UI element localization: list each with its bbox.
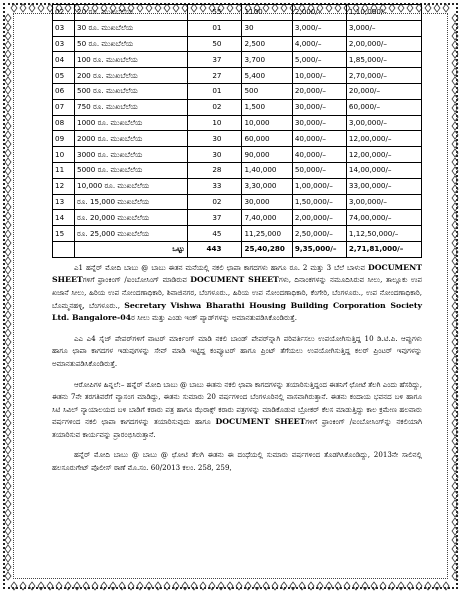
table-cell-desc: 50 ರೂ. ಮುಖಬೆಲೆಯ: [75, 36, 188, 52]
table-cell-rate: 20,000/–: [292, 83, 346, 99]
total-cell-area: 25,40,280: [242, 241, 292, 257]
table-cell-no: 03: [53, 36, 75, 52]
table-cell-count: 37: [187, 52, 242, 68]
table-cell-area: 90,000: [242, 147, 292, 163]
society-name: Secretary Vishwa Bharathi Housing Building Corporation Society Ltd. Bangalore-04: [52, 300, 423, 323]
table-cell-total: 1,12,50,000/–: [346, 226, 421, 242]
table-cell-count: 37: [187, 210, 242, 226]
table-cell-total: 20,000/–: [346, 83, 421, 99]
table-cell-no: 14: [53, 210, 75, 226]
table-cell-desc: 3000 ರೂ. ಮುಖಬೆಲೆಯ: [75, 147, 188, 163]
table-cell-rate: 4,000/–: [292, 36, 346, 52]
total-cell-empty: [53, 241, 75, 257]
table-cell-area: 11,25,000: [242, 226, 292, 242]
table-cell-total: 3,00,000/–: [346, 194, 421, 210]
paragraph-text: ಗಳಿಗೆ ಫ್ರಾಂಕಿಂಗ್ /ಐಂಬೋಸಿಂಗ್‌ನ್ನು ನಕಲಿಯಾಗಿ ತಯಾರಿಸುವ ಕಾರ್ಯವನ್ನು ಪ್ರಾರಂಭಿಸಿರುತ್ತಾನೆ.: [52, 417, 422, 439]
table-row: [53, 131, 422, 147]
table-cell-rate: 2,00,000/–: [292, 210, 346, 226]
table-cell-no: 10: [53, 147, 75, 163]
table-cell-no: 15: [53, 226, 75, 242]
table-row: [53, 36, 422, 52]
paragraph-seized-items: [52, 262, 422, 325]
table-cell-total: 60,000/–: [346, 99, 421, 115]
table-cell-area: 2,500: [242, 36, 292, 52]
table-cell-rate: 40,000/–: [292, 147, 346, 163]
table-row: [53, 178, 422, 194]
table-cell-total: 12,00,000/–: [346, 147, 421, 163]
total-cell-label: ಒಟ್ಟು: [75, 241, 188, 257]
table-cell-desc: 20 ರೂ. ಮುಖಬೆಲೆಯ: [75, 5, 188, 21]
table-cell-no: 07: [53, 99, 75, 115]
table-cell-rate: 2,50,000/–: [292, 226, 346, 242]
table-cell-count: 02: [187, 194, 242, 210]
table-cell-desc: 30 ರೂ. ಮುಖಬೆಲೆಯ: [75, 20, 188, 36]
table-cell-no: 09: [53, 131, 75, 147]
table-cell-count: 45: [187, 226, 242, 242]
table-cell-no: 03: [53, 20, 75, 36]
paragraph-prior-cases: [52, 449, 422, 474]
table-cell-no: 08: [53, 115, 75, 131]
table-cell-area: 10,000: [242, 115, 292, 131]
paragraph-text: ಎ1 ಹನ್ನೆರ್ ಮೋದಿ ಬಾಬು @ ಬಾಬು ಈತನ ಮನೆಯಲ್ಲಿ ನಕಲಿ ಛಾಪಾ ಕಾಗದಗಳು ಹಾಗೂ ರೂ. 2 ಮತ್ತು 3 ಬೆಲೆ ಬಾಳುವ: [74, 262, 368, 272]
table-row: [53, 20, 422, 36]
table-cell-desc: 100 ರೂ. ಮುಖಬೆಲೆಯ: [75, 52, 188, 68]
table-cell-rate: 40,000/–: [292, 131, 346, 147]
table-cell-total: 33,00,000/–: [346, 178, 421, 194]
table-total-row: [53, 241, 422, 257]
table-cell-desc: 750 ರೂ. ಮುಖಬೆಲೆಯ: [75, 99, 188, 115]
table-cell-count: 50: [187, 36, 242, 52]
table-cell-rate: 1,00,000/–: [292, 178, 346, 194]
table-cell-desc: 5000 ರೂ. ಮುಖಬೆಲೆಯ: [75, 162, 188, 178]
paragraph-text: ಗಳಿಗೆ ಫ್ರಾಂಕಿಂಗ್ /ಐಂಬೋಸಿಂಗ್ ಮಾಡಿರುವ: [82, 275, 191, 285]
table-row: [53, 52, 422, 68]
table-cell-count: 01: [187, 83, 242, 99]
table-cell-desc: 200 ರೂ. ಮುಖಬೆಲೆಯ: [75, 68, 188, 84]
table-row: [53, 115, 422, 131]
total-cell-total: 2,71,81,000/–: [346, 241, 421, 257]
table-cell-count: 27: [187, 68, 242, 84]
table-cell-area: 1100: [242, 5, 292, 21]
table-cell-no: 12: [53, 178, 75, 194]
stamp-paper-table: [52, 4, 422, 258]
table-cell-area: 30,000: [242, 194, 292, 210]
table-cell-desc: 500 ರೂ. ಮುಖಬೆಲೆಯ: [75, 83, 188, 99]
table-cell-desc: ರೂ. 20,000 ಮುಖಬೆಲೆಯ: [75, 210, 188, 226]
table-row: [53, 83, 422, 99]
table-cell-rate: 10,000/–: [292, 68, 346, 84]
table-row: [53, 210, 422, 226]
table-cell-area: 3,30,000: [242, 178, 292, 194]
table-row: [53, 147, 422, 163]
table-cell-total: 1,85,000/–: [346, 52, 421, 68]
table-cell-count: 30: [187, 131, 242, 147]
total-cell-count: 443: [187, 241, 242, 257]
table-cell-no: 11: [53, 162, 75, 178]
table-cell-rate: 50,000/–: [292, 162, 346, 178]
table-cell-total: 74,00,000/–: [346, 210, 421, 226]
paragraph-text: ಹನ್ನೆರ್ ಮೋದಿ ಬಾಬು @ ಬಾಬು @ ಛೋಟಿ ತೆಲಗಿ ಈತನು ಈ ದಂಧೆಯಲ್ಲಿ ಸುಮಾರು ವರ್ಷಗಳಿಂದ ತೊಡಗಿಸಿಕೊಂಡಿದ್ದು, 2013ನೇ ಸಾಲಿನಲ್ಲಿ ಹಲಸೂರುಗೇಟ್ ಪೊಲೀಸ್ ಠಾಣೆ ಮೊ.ಸಂ. 60/2013 ಕಲಂ. 258, 259,: [52, 450, 422, 473]
table-cell-area: 60,000: [242, 131, 292, 147]
table-cell-desc: 1000 ರೂ. ಮುಖಬೆಲೆಯ: [75, 115, 188, 131]
table-cell-rate: 30,000/–: [292, 115, 346, 131]
table-cell-total: 1,10,000/–: [346, 5, 421, 21]
table-cell-rate: 1,50,000/–: [292, 194, 346, 210]
table-cell-rate: 2,000/–: [292, 5, 346, 21]
table-cell-area: 1,40,000: [242, 162, 292, 178]
table-cell-area: 7,40,000: [242, 210, 292, 226]
table-cell-count: 01: [187, 20, 242, 36]
table-row: [53, 68, 422, 84]
table-cell-desc: 10,000 ರೂ. ಮುಖಬೆಲೆಯ: [75, 178, 188, 194]
paragraph-text: ರ ಸೀಲು ಮತ್ತು ಎಂಡು ಇಂಕ್ ಪ್ಯಾಡ್‌ಗಳನ್ನು ಅಮಾನತುಪಡಿಸಿಕೊಂಡಿರುತ್ತೆ.: [131, 313, 298, 323]
table-cell-count: 30: [187, 147, 242, 163]
table-cell-no: 13: [53, 194, 75, 210]
table-cell-count: 02: [187, 99, 242, 115]
table-cell-area: 500: [242, 83, 292, 99]
table-cell-area: 1,500: [242, 99, 292, 115]
table-cell-no: 04: [53, 52, 75, 68]
document-sheet-term: DOCUMENT SHEET: [190, 275, 279, 285]
paragraph-equipment: [52, 333, 422, 371]
document-sheet-term: DOCUMENT SHEET: [52, 262, 422, 285]
table-cell-count: 55: [187, 5, 242, 21]
table-cell-rate: 3,000/–: [292, 20, 346, 36]
paragraph-text: ಆರೋಪಿಗಳ ಹಿನ್ನಲೆ:– ಹನ್ನೆರ್ ಮೋದಿ ಬಾಬು @ ಬಾಬು ಈತನು ನಕಲಿ ಛಾಪಾ ಕಾಗದಗಳನ್ನು ತಯಾರಿಸುತ್ತಿದ್ದಂದ ಈತನಿಗೆ ಛೋಟೆ ತೆಲಗಿ ಎಂದು ಹೆಸರಿದ್ದು, ಈತನು 7ನೇ ತರಗತಿವರೆಗೆ ವ್ಯಾಸಂಗ ಮಾಡಿದ್ದು, ಈತನು ಸುಮಾರು 20 ವರ್ಷಗಳಿಂದ ಬೆಂಗಳೂರಿನಲ್ಲಿ ವಾಸವಾಗಿರುತ್ತಾನೆ. ಈತನು ಕಂದಾಯ ಭವನದ ಬಳಿ ಹಾಗೂ ಸಿಟಿ ಸಿವಿಲ್ ನ್ಯಾಯಾಲಯದ ಬಳಿ ಬಾಡಿಗೆ ಕರಾರು ಪತ್ರ ಹಾಗೂ ಝೆರಾಕ್ಸ್ ಕರಾರು ಪತ್ರಗಳನ್ನು ಮಾಡಿಕೊಡುವ ಬ್ರೋಕರ್ ಕೆಲಸ ಮಾಡುತ್ತಿದ್ದು ಕಾಲ ಕ್ರಮೇಣ ಹಲವಾರು ವರ್ಷಗಳಿಂದ ನಕಲಿ ಛಾಪಾ ಕಾಗದಗಳನ್ನು ತಯಾರಿಸುವುದು ಹಾಗೂ: [52, 379, 422, 427]
table-cell-no: 05: [53, 68, 75, 84]
table-row: [53, 194, 422, 210]
table-cell-total: 3,00,000/–: [346, 115, 421, 131]
table-cell-area: 3,700: [242, 52, 292, 68]
table-row: [53, 99, 422, 115]
table-row: [53, 226, 422, 242]
table-cell-count: 10: [187, 115, 242, 131]
table-cell-desc: ರೂ. 25,000 ಮುಖಬೆಲೆಯ: [75, 226, 188, 242]
table-cell-no: 06: [53, 83, 75, 99]
table-cell-total: 12,00,000/–: [346, 131, 421, 147]
total-cell-rate: 9,35,000/–: [292, 241, 346, 257]
document-sheet-term: DOCUMENT SHEET: [215, 417, 306, 427]
table-cell-desc: ರೂ. 15,000 ಮುಖಬೆಲೆಯ: [75, 194, 188, 210]
table-cell-area: 30: [242, 20, 292, 36]
table-cell-desc: 2000 ರೂ. ಮುಖಬೆಲೆಯ: [75, 131, 188, 147]
paragraph-text: ಗಳು, ದಿನಾಂಕಗಳನ್ನು ನಮೂದಿಸಿರುವ ಸೀಲು, ತಾಲ್ಲೂಕು ಉಪ ಖಜಾನೆ ಸೀಲು, ಹಿರಿಯ ಉಪ ನೋಂದಣಾಧಿಕಾರಿ, ಶಿವಾಜಿನಗರ, ಬೆಂಗಳೂರು., ಹಿರಿಯ ಉಪ ನೋಂದಣಾಧಿಕಾರಿ, ಕೆಂಗೇರಿ, ಬೆಂಗಳೂರು., ಉಪ ನೋಂದಣಾಧಿಕಾರಿ, ಬೊಮ್ಮನಹಳ್ಳಿ, ಬೆಂಗಳೂರು.,: [52, 275, 422, 310]
table-cell-no: 02: [53, 5, 75, 21]
table-cell-total: 2,70,000/–: [346, 68, 421, 84]
table-cell-rate: 30,000/–: [292, 99, 346, 115]
paragraph-text: ಎಎ ಎ4 ಸೈಜ್ ಪೇಪರ್‌ಗಳಿಗೆ ವಾಟರ್ ಮಾರ್ಕಿಂಗ್ ಮಾಡಿ ನಕಲಿ ಬಾಂಡ್ ಪೇಪರ್‌ನ್ನಾಗಿ ಪರಿವರ್ತಿಸಲು ಉಪಯೋಗಿಸುತ್ತಿದ್ದ 10 ಡಿ.ಟಿ.ಪಿ. ಆಪ್ಪುಗಳು ಹಾಗೂ ಛಾಪಾ ಕಾಗದಗಳ ಇಡುಪುಗಳನ್ನು ಸೇವ್ ಮಾಡಿ ಇಟ್ಟಿದ್ದ ಕಂಪ್ಯೂಟರ್ ಹಾಗೂ ಪ್ರಿಂಟ್ ತೆಗೆಯಲು ಉಪಯೋಗಿಸುತ್ತಿದ್ದ ಕಲರ್ ಪ್ರಿಂಟರ್ ಇವುಗಳನ್ನು ಅಮಾನತುಪಡಿಸಿಕೊಂಡಿರುತ್ತೆ.: [52, 333, 422, 368]
table-cell-count: 28: [187, 162, 242, 178]
table-row: [53, 5, 422, 21]
paragraph-accused-background: [52, 379, 422, 442]
table-cell-count: 33: [187, 178, 242, 194]
table-cell-total: 14,00,000/–: [346, 162, 421, 178]
table-cell-rate: 5,000/–: [292, 52, 346, 68]
table-cell-area: 5,400: [242, 68, 292, 84]
document-body: [52, 4, 422, 475]
table-row: [53, 162, 422, 178]
table-cell-total: 2,00,000/–: [346, 36, 421, 52]
table-cell-total: 3,000/–: [346, 20, 421, 36]
